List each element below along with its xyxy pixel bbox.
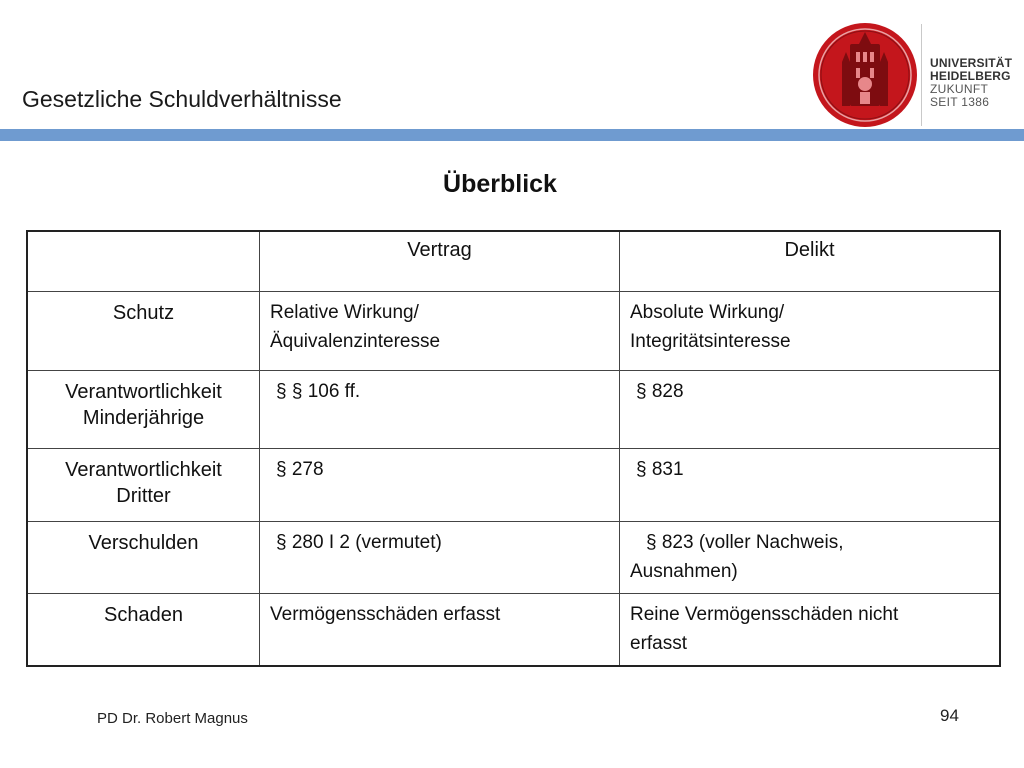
column-header-empty — [28, 232, 260, 292]
cell-line: § 280 I 2 (vermutet) — [276, 532, 442, 553]
university-wordmark — [930, 57, 1012, 109]
cell-line: Ausnahmen) — [630, 561, 738, 582]
row-label-line: Verschulden — [88, 532, 199, 554]
row-label — [28, 522, 260, 594]
university-seal-logo — [812, 22, 918, 128]
delikt-cell — [620, 449, 1000, 522]
table-row — [28, 371, 1000, 449]
row-label — [28, 292, 260, 371]
delikt-cell — [620, 594, 1000, 666]
cell-line: Absolute Wirkung/ — [630, 302, 785, 323]
cell-line: § § 106 ff. — [276, 381, 361, 402]
header-accent-bar — [0, 129, 1024, 141]
cell-line: Äquivalenzinteresse — [270, 331, 441, 352]
vertrag-cell — [260, 594, 620, 666]
footer-author: PD Dr. Robert Magnus — [97, 710, 248, 727]
logo-line-2: HEIDELBERG — [930, 69, 1011, 83]
row-label — [28, 371, 260, 449]
row-label — [28, 449, 260, 522]
table-header-row — [28, 232, 1000, 292]
column-header-delikt: Delikt — [620, 232, 1000, 292]
vertrag-cell — [260, 292, 620, 371]
logo-line-4: SEIT 1386 — [930, 95, 990, 109]
cell-line: § 831 — [636, 459, 684, 480]
table-row — [28, 292, 1000, 371]
logo-divider — [921, 24, 922, 126]
page-number: 94 — [940, 706, 959, 725]
row-label-line: Schutz — [112, 302, 175, 324]
vertrag-cell — [260, 522, 620, 594]
page-title: Überblick — [443, 170, 557, 198]
cell-line: Vermögensschäden erfasst — [270, 604, 501, 625]
cell-line: erfasst — [630, 633, 688, 654]
cell-line: Integritätsinteresse — [630, 331, 791, 352]
cell-line: § 828 — [636, 381, 684, 402]
delikt-cell — [620, 292, 1000, 371]
table-row — [28, 522, 1000, 594]
row-label-line: Verantwortlichkeit — [65, 381, 222, 403]
row-label-line: Schaden — [104, 604, 183, 626]
vertrag-cell — [260, 371, 620, 449]
logo-line-3: ZUKUNFT — [930, 82, 989, 96]
row-label-line: Minderjährige — [82, 407, 205, 429]
row-label — [28, 594, 260, 666]
delikt-cell — [620, 522, 1000, 594]
cell-line: Relative Wirkung/ — [270, 302, 419, 323]
slide-header-title: Gesetzliche Schuldverhältnisse — [22, 86, 342, 112]
overview-table — [27, 231, 1000, 666]
table-row — [28, 594, 1000, 666]
cell-line: § 823 (voller Nachweis, — [646, 532, 844, 553]
row-label-line: Verantwortlichkeit — [65, 459, 222, 481]
table-row — [28, 449, 1000, 522]
column-header-vertrag: Vertrag — [260, 232, 620, 292]
cell-line: Reine Vermögensschäden nicht — [630, 604, 899, 625]
logo-line-1: UNIVERSITÄT — [930, 56, 1013, 70]
row-label-line: Dritter — [116, 485, 171, 507]
cell-line: § 278 — [276, 459, 324, 480]
vertrag-cell — [260, 449, 620, 522]
delikt-cell — [620, 371, 1000, 449]
